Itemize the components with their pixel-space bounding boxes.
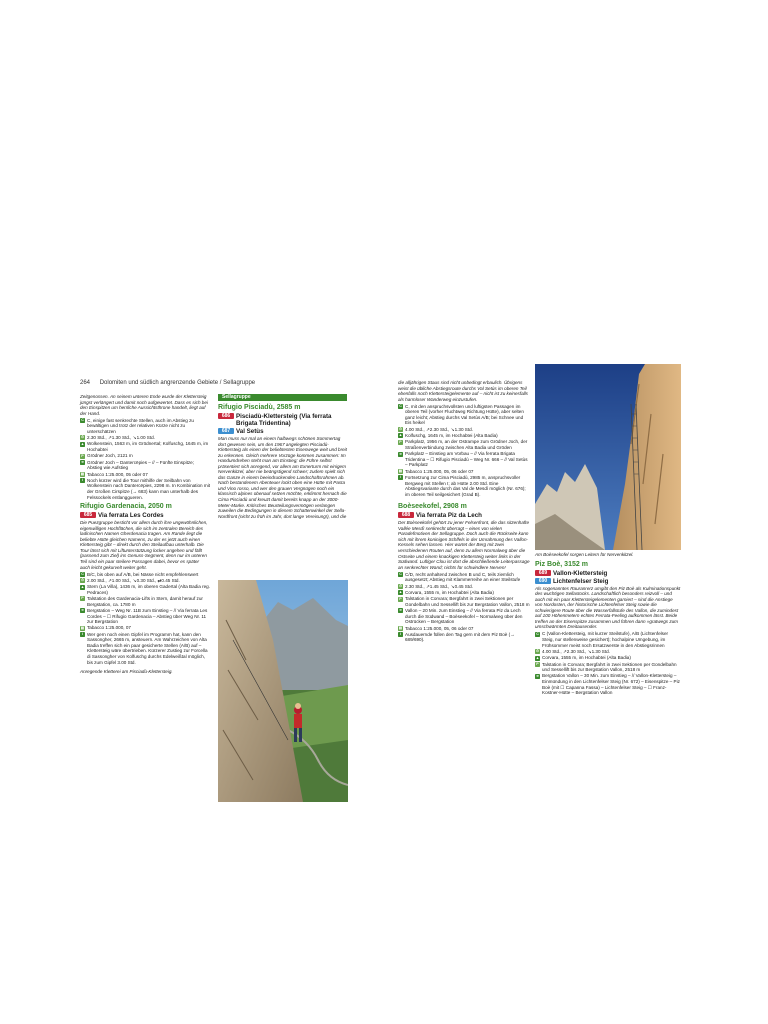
hut-title: Piz Boè, 3152 m <box>535 560 588 568</box>
left-page <box>78 380 348 805</box>
fact-row <box>80 608 210 625</box>
fact-text: Kolfuschg, 1645 m, im Hochabtei (Alta Badia) <box>405 433 498 439</box>
ladder-photo-image <box>535 364 681 550</box>
fact-row <box>80 584 210 595</box>
fact-text: 2.00 Std., ↗1.00 Std., ↘0.30 Std., ⇄0.45 Std. <box>87 577 180 583</box>
fact-icon: i <box>82 478 83 483</box>
fact-text: Grödner Joch, 2121 m <box>87 453 133 459</box>
fact-row <box>398 451 530 468</box>
route-title: Pisciadù-Klettersteig (Via ferrata Brigata Tridentina) <box>236 413 332 427</box>
fact-text: Tabacco 1:25.000, 05 oder 07 <box>87 471 148 477</box>
fact-icon: C <box>81 417 84 422</box>
fact-icon: ▤ <box>80 471 85 476</box>
fact-row <box>398 626 530 632</box>
fact-text: Talstation des Gardenacia-Lifts in Stern, damit herauf zur Bergstation, ca. 1780 m <box>87 596 203 607</box>
fact-icon: i <box>400 632 401 637</box>
ladder-photo <box>535 364 681 550</box>
fact-row <box>80 596 210 607</box>
right-column-1 <box>398 380 530 644</box>
fact-text: Talstation in Corvara; Bergfahrt in zwei Sektionen per Gondelbahn und Sessellift bis zur Bergstation Vallon, 2518 m <box>405 596 530 607</box>
fact-icon: ⏱ <box>81 435 84 440</box>
route-heading <box>218 413 347 427</box>
fact-text: 2.30 Std., ↗1.30 Std., ↘1.00 Std. <box>87 435 155 441</box>
hut-title: Boèseekofel, 2908 m <box>398 503 467 511</box>
climber-photo-image <box>218 580 348 802</box>
fact-text: Tabacco 1:25.000, 07 <box>87 625 131 631</box>
fact-text: C, mit den anspruchsvollsten und luftigsten Passagen im oberen Teil (vorher Fluchtweg Richtung Hütte), aber selten ganz leicht; Abstieg durchs Val Setùs A/B; bei Schnee und Eis heikel <box>405 403 524 426</box>
fact-icon: ▲ <box>80 441 85 446</box>
fact-icon: ⏱ <box>81 578 84 583</box>
route-description: Als sogenanntes Rauranrerz umgibt den Piz Boè als Kulminationspunkt des wuchtigen Sellastocks. Landschaftlich besonders reizvoll – und auch mit ein paar Klettersteigelementen garniert – sind die Anstiege von Nordosten, der historische Lichtenfelser Steig sowie die schwierigere Route über die Wasserfallstufe des Vallon, die zumindest auf 100 Höhenmetern echtes Ferrata-Feeling aufkommen lässt. Beide treffen an der Eisenspitze zusammen und führen dann »gratwegs zum umschwärmten Dreitausender. <box>535 585 681 630</box>
fact-row <box>535 655 681 661</box>
fact-list <box>535 631 681 695</box>
fact-icon: P <box>399 439 402 444</box>
climber-photo <box>218 580 348 802</box>
fact-row <box>535 673 681 695</box>
fact-icon: i <box>400 475 401 480</box>
route-title: Val Setùs <box>236 428 264 435</box>
fact-icon: ➜ <box>80 460 84 464</box>
route-heading <box>535 570 681 577</box>
fact-icon: ▲ <box>80 584 85 589</box>
hut-title: Rifugio Pisciadù, 2585 m <box>218 404 301 411</box>
fact-icon: P <box>399 596 402 601</box>
fact-row <box>80 460 210 471</box>
fact-list <box>398 572 530 643</box>
fact-row <box>80 572 210 578</box>
intro-text: Zeitgenossen. An seinem unteren Ende wurde der Klettersteig jüngst verlängert und damit noch aufgewertet. Dass es sich bei den Einspitzen um herrliche Aussichtsthrone handelt, liegt auf der Hand. <box>80 394 208 416</box>
fact-text: Vallon – 20 Min. zum Einstieg – // Via ferrata Piz da Lech durch die Südwand – Boèseekofel – Normalweg über den Ostrücken – Bergstation <box>405 608 523 625</box>
fact-text: Noch kürzer wird die Tour mithilfe der Seilbahn von Wolkenstein nach Dantercëpies, 2298 m. In Kombination mit der Großen Cirspitze (→ 683) kann man unterhalb des Felssockels entlanggueren. <box>87 477 210 500</box>
route-number-badge: 687 <box>218 428 234 434</box>
fact-row <box>398 596 530 607</box>
fact-text: C, einige fast senkrechte Stellen, auch im Abstieg zu bewältigen und trotz der relativen Kürze nicht zu unterschätzen <box>87 417 194 434</box>
route-title: Via ferrata Les Cordes <box>98 512 164 520</box>
fact-text: C (Vallon-Klettersteig, mit kurzer Steilstufe), A/B (Lichtenfelser Steig, nur stellenweise gesichert); hochalpine Umgebung, im Frühsommer meist noch Ersatzwerste in den Abstiegsrinnen <box>542 631 669 648</box>
fact-icon: ⏱ <box>399 583 402 588</box>
fact-row <box>398 469 530 475</box>
fact-icon: ▲ <box>398 590 403 595</box>
fact-icon: ➜ <box>398 608 402 613</box>
fact-text: Wolkenstein, 1563 m, im Grödnertal; Kolfuschg, 1645 m, im Hochabtei <box>87 441 209 453</box>
fact-row <box>80 453 210 459</box>
fact-icon: ➜ <box>535 673 539 678</box>
right-column-2 <box>535 552 681 696</box>
fact-row <box>398 572 530 583</box>
fact-row <box>535 649 681 655</box>
fact-row <box>80 632 210 665</box>
route-heading <box>535 578 681 585</box>
fact-row <box>398 632 530 643</box>
route-description: Der Boèseekofel gehört zu jener Felsenfront, die das sitzenhafte Vallée Mesdì senkrecht überragt – eines von vielen Paradefmotiven der Sellagruppe. Doch auch die Rückseite kann sich mit ihrem koninigen Schlfels in der Umrahmung des Vallon-Kessels sehen lassen. Hier wartet der Berg mit zwei verschiedenen Routen auf, denn zu allem Normalweg über die Ostseite und einem knackigen Klettersteig weiter links in der Südwand. Luftiger Clou ist dort die abschließende Leiterpassage an senkrechter Wand; nichts für schwindlere Nerven! <box>398 520 530 570</box>
fact-icon: ▲ <box>535 655 540 660</box>
page-header-title: Dolomiten und südlich angrenzende Gebiete / Sellagruppe <box>99 380 256 386</box>
fact-row <box>80 625 210 631</box>
fact-row <box>535 662 681 673</box>
fact-row <box>80 418 210 435</box>
fact-text: Wer gern noch einen Gipfel im Programm hat, kann den Sassongher, 2665 m, ansteuern. Am Wahrzeichen von Alta Badia treffen sich ein paar gesicherte Stellen (A/B) auf – Klettersteig wäre übertrieben. Kürzerer Zustieg zur Forcella di Sassongher von Kolfuschg durchs Edelweißtal möglich, bis zum Gipfel 3.00 Std. <box>87 631 208 665</box>
route-heading <box>398 512 530 519</box>
route-title: Vallon-Klettersteig <box>553 569 608 577</box>
fact-icon: i <box>82 632 83 637</box>
fact-text: 2.30 Std., ↗1.45 Std., ↘0.45 Std. <box>405 583 473 589</box>
fact-icon: P <box>81 596 84 601</box>
fact-text: Bergstation – Weg Nr. 11B zum Einstieg – // Via ferrata Les Cordes – ☐ Rifugio Gardenacia – Abstieg über Weg Nr. 11 zur Bergstation <box>87 608 208 625</box>
route-heading <box>218 428 347 435</box>
fact-text: Corvara, 1555 m, im Hochabtei (Alta Badia) <box>405 589 494 595</box>
fact-icon: ➜ <box>398 451 402 456</box>
continued-text: die alljährigen Staus sind nicht unbedingt erbaulich. Übrigens weist die übliche Abstiegsroute durchs Val Setùs im oberen Teil ebenfalls noch Klettersteigelemente auf – nicht ist zu keinesfalls als harmloser Wanderweg einzustufen. <box>398 380 528 402</box>
fact-text: Bergstation Vallon – 30 Min. zum Einstieg – // Vallon-Klettersteig – Einmündung in den Lichtenfelser Steig (Nr. 672) – Eisenspitze – Piz Boè (mit ☐ Capanna Fassa) – Lichtenfelser Steig – ☐ Franz-Kostner-Hütte – Bergstation Vallon <box>542 673 680 696</box>
fact-row <box>398 433 530 439</box>
fact-text: Parkplatz, 1956 m, an der Ostrampe zum Grödner Joch, der Straßenverbindung zwischen Alta Badia und Gröden <box>405 439 528 450</box>
running-header <box>80 380 255 386</box>
section-tab: Sellagruppe <box>218 394 347 401</box>
route-number-badge: 689 <box>535 570 551 576</box>
fact-text: 4.00 Std., ↗2.30 Std., ↘1.30 Std. <box>542 648 610 654</box>
route-number-badge: 685 <box>80 512 96 518</box>
fact-row <box>80 578 210 584</box>
fact-text: Parkplatz – Einstieg am Vorbau – // Via ferrata Brigata Tridentina – ☐ Rifugio Pisciadù – Weg Nr. 666 – // Val Setùs – Parkplatz <box>405 451 528 468</box>
page-number: 264 <box>80 380 91 386</box>
book-spread <box>78 380 690 805</box>
route-title: Lichtenfelser Steig <box>553 577 609 585</box>
fact-row <box>398 475 530 497</box>
fact-row <box>80 472 210 478</box>
fact-row <box>80 478 210 500</box>
fact-icon: ➜ <box>80 608 84 613</box>
fact-icon: ▤ <box>398 468 403 473</box>
fact-icon: ⏱ <box>536 649 539 654</box>
route-number-badge: 688 <box>398 512 414 518</box>
fact-icon: C <box>81 571 84 576</box>
fact-list <box>80 572 210 666</box>
photo-caption: Am Boèseekofel sorgen Leitern für Nervenkitzel. <box>535 552 634 557</box>
fact-row <box>398 590 530 596</box>
fact-icon: ▤ <box>398 625 403 630</box>
right-page <box>396 380 692 805</box>
fact-list <box>398 404 530 498</box>
route-description: Die Puezgruppe besticht vor allem durch ihre ungewöhnlichen, eigenwilligen Hochflächen, die sich im zentralen Bereich des ladinischen Namen Gherdenacia tragen. Am Rande liegt die beliebte Hütte gleichen Namens, zu der es jetzt auch einen Klettersteig gibt – direkt durch den Steilaufbau unterhalb. Die Tour lässt sich mit Liftunterstützung locker angehen und fällt (passend zum Ziel) ins Genuss-Segment, denn nur im unteren Teil sind ein paar steilere Passagen dabei, bevor es später auch leicht gekurvelt weiter geht. <box>80 520 208 570</box>
fact-icon: ⏱ <box>399 426 402 431</box>
fact-text: Tabacco 1:25.000, 05, 06 oder 07 <box>405 468 474 474</box>
fact-row <box>398 439 530 450</box>
fact-text: Fortsetzung zur Cima Pisciadù, 2985 m, anspruchsvoller Bergweg mit Stellen I; ab Hütte 2.00 Std. Eine Abstiegsvariante durch das Val de Mesdì möglich (Nr. 676); im oberen Teil seilgesichert (Grad B). <box>405 475 526 497</box>
fact-list <box>80 418 210 500</box>
fact-icon: C <box>399 571 402 576</box>
fact-text: Talstation in Corvara; Bergfahrt in zwei Sektionen per Gondelbahn und Sessellift bis zur Bergstation Vallon, 2518 m <box>542 661 677 673</box>
fact-icon: ▲ <box>398 433 403 438</box>
route-description: Man muss nur mal an einem halbwegs schönen Sommertag dort gewesen sein, um den 1967 angelegten Pisciadù-Klettersteig als einen der beliebtesten Eisenwege weit und breit zu erkennen. Gleich mehrere Vorzüge kommen zusammen: Im Handumdrehen steht man am Einstieg; die Führe selbst präsentiert sich anregend, vor allem am Exnerturm mit einigem Nervenkitzel, aber nie beängstigend schwer; zudem spielt sich das Ganze in einem beeindruckenden Landschaftsrahmen ab. Nach bestandenem Abenteuer lockt oben eine Hütte mit Pasta und Vino rosso, und wer den grauen Vergnügen noch ein klassisch alpines obenauf setzen möchte, erklimmt hernach die Cima Pisciadù und kreuzt damit bereits knapp an der 3000-Meter-Marke. Kritisches Beurteilungsvermögen verlangen zuweilen die Bedingungen in diesem Schattenwinkel der Sella-Nordfront (nicht zu früh im Jahr, dort lange Vereisung!), und die <box>218 436 347 519</box>
fact-row <box>398 404 530 426</box>
route-number-badge: 686 <box>218 413 234 419</box>
fact-row <box>80 435 210 441</box>
fact-text: 4.00 Std., ↗2.30 Std., ↘1.30 Std. <box>405 426 473 432</box>
fact-row <box>80 441 210 452</box>
route-number-badge: 690 <box>535 578 551 584</box>
fact-row <box>398 427 530 433</box>
left-column-2 <box>218 394 347 521</box>
hut-title: Rifugio Gardenacia, 2050 m <box>80 503 172 511</box>
route-heading <box>80 512 210 519</box>
fact-text: C/D, recht anhaltend zwischen B und C, teils ziemlich ausgesetzt; Abstieg mit Klammerreihe an einer Steilstufe <box>405 571 521 583</box>
fact-icon: ▤ <box>80 625 85 630</box>
fact-text: Tabacco 1:25.000, 05, 06 oder 07 <box>405 625 474 631</box>
fact-text: Ausdauernde füllen den Tag gern mit dem Piz Boè (→ 689/690). <box>405 631 515 643</box>
fact-row <box>535 631 681 648</box>
fact-row <box>398 584 530 590</box>
fact-icon: C <box>399 403 402 408</box>
left-column-1 <box>80 394 210 676</box>
fact-text: B/C, bis oben auf A/B, bei Nässe nicht empfehlenswert <box>87 571 199 577</box>
route-title: Via ferrata Piz da Lech <box>416 512 482 520</box>
fact-icon: P <box>536 661 539 666</box>
fact-text: Corvara, 1555 m, im Hochabtei (Alta Badia) <box>542 655 631 661</box>
fact-icon: P <box>81 453 84 458</box>
fact-icon: C <box>536 631 539 636</box>
fact-text: Grödner Joch – Dantercëpies – // – Fünfte Einspitze; Abstieg wie Aufstieg <box>87 459 194 471</box>
photo-caption: Anregende Kletterei am Pisciadù-Klettersteig. <box>80 669 173 675</box>
fact-text: Stern (La Villa), 1436 m, im oberen Gadertal (Alta Badia reg. Pedraces) <box>87 584 210 595</box>
fact-row <box>398 608 530 625</box>
